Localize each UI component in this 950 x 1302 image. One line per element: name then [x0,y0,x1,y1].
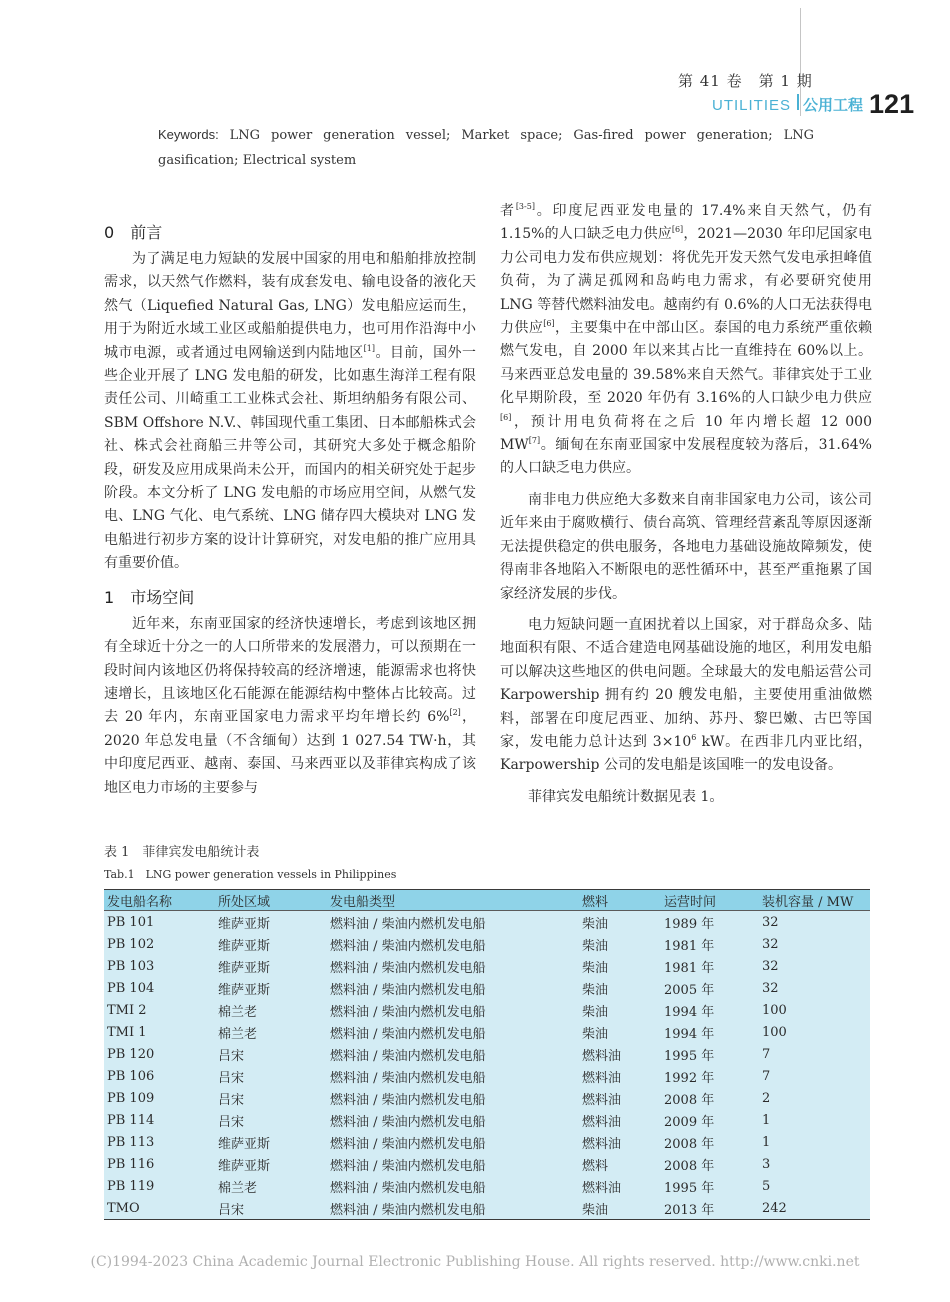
table-cell: 1 [759,1131,870,1153]
journal-brand [712,86,914,117]
table-cell: 2008 年 [661,1153,759,1175]
paragraph-text: 为了满足电力短缺的发展中国家的用电和船舶排放控制需求，以天然气作燃料，装有成套发电、输电设备的液化天然气（Liquefied Natural Gas, LNG）发电船应运而生，用于为附近水域工业区或船舶提供电力，也可用作沿海中小城市电源，或者通过电网输送到内陆地区 [104,251,476,361]
table-container [104,889,870,1220]
table-cell: TMI 2 [104,999,215,1021]
table-cell: 100 [759,999,870,1021]
paragraph-text: 。目前，国外一些企业开展了 LNG 发电船的研发，比如惠生海洋工程有限责任公司、川崎重工工业株式会社、斯坦纳船务有限公司、SBM Offshore N.V.、韩国现代重工集团、日本邮船株式会社、株式会社商船三井等公司，其研究大多处于概念船阶段，研发及应用成果尚未公开，而国内的相关研究处于起步阶段。本文分析了 LNG 发电船的市场应用空间，从燃气发电、LNG 气化、电气系统、LNG 储存四大模块对 LNG 发电船进行初步方案的设计计算研究，对发电船的推广应用具有重要价值。 [104,344,476,572]
citation: [6] [500,412,512,422]
table-cell: 32 [759,933,870,955]
table-cell: 燃料油 / 柴油内燃机发电船 [327,933,579,955]
citation: [6] [671,225,684,235]
table-cell: 32 [759,977,870,999]
table-cell: 柴油 [579,1021,661,1043]
left-column [104,221,476,800]
volume-issue: 第 41 卷 第 1 期 [678,72,813,90]
keywords-text: LNG power generation vessel; Market space; Gas-fired power generation; LNG gasification; Electrical system [158,128,814,168]
table-cell: 燃料油 / 柴油内燃机发电船 [327,1131,579,1153]
table-cell: 吕宋 [215,1197,327,1220]
paragraph-text: 近年来，东南亚国家的经济快速增长，考虑到该地区拥有全球近十分之一的人口所带来的发展潜力，可以预期在一段时间内该地区仍将保持较高的经济增速，能源需求也将快速增长，且该地区化石能源在能源结构中整体占比较高。过去 20 年内，东南亚国家电力需求平均年增长约 6% [104,615,476,726]
table-cell: 燃料油 / 柴油内燃机发电船 [327,1043,579,1065]
paragraph-text: 。缅甸在东南亚国家中发展程度较为落后，31.64%的人口缺乏电力供应。 [500,437,872,477]
paragraph [104,613,476,800]
section-heading-1 [104,586,476,609]
citation: [7] [528,436,541,446]
section-title: 前言 [130,223,163,242]
table-row [104,1021,870,1043]
table-cell: 燃料油 / 柴油内燃机发电船 [327,1021,579,1043]
table-cell: 吕宋 [215,1065,327,1087]
paragraph-text: ，主要集中在中部山区。泰国的电力系统严重依赖燃气发电，自 2000 年以来其占比一直维持在 60%以上。马来西亚总发电量的 39.58%来自天然气。菲律宾处于工业化早期阶段，至 2020 年仍有 3.16%的人口缺少电力供应 [500,320,873,407]
table-cell: 维萨亚斯 [215,911,327,934]
table-cell: 1989 年 [661,911,759,934]
table-cell: 32 [759,911,870,934]
paragraph-text: 电力短缺问题一直困扰着以上国家，对于群岛众多、陆地面积有限、不适合建造电网基础设施的地区，利用发电船可以解决这些地区的供电问题。全球最大的发电船运营公司 Karpowership 拥有约 20 艘发电船，主要使用重油做燃料，部署在印度尼西亚、加纳、苏丹、黎巴嫩、古巴等国家，发电能力总计达到 3×10 [500,616,872,750]
brand-chinese: 公用工程 [803,96,864,114]
table-cell: 燃料油 [579,1087,661,1109]
table-cell: 棉兰老 [215,1021,327,1043]
table-cell: 燃料油 [579,1109,661,1131]
section-number: 1 [104,587,115,607]
right-column [500,200,872,809]
section-title: 市场空间 [130,587,195,607]
paragraph [500,200,872,481]
table-cell: 燃料油 / 柴油内燃机发电船 [327,1153,579,1175]
table-cell: 1981 年 [661,933,759,955]
brand-separator [797,94,799,110]
table-cell: 32 [759,955,870,977]
table-cell: 柴油 [579,1197,661,1220]
table-cell: 维萨亚斯 [215,1131,327,1153]
header-cell: 燃料 [579,890,661,911]
table-cell: 燃料 [579,1153,661,1175]
table-cell: 维萨亚斯 [215,977,327,999]
table-cell: TMO [104,1197,215,1220]
table-cell: 燃料油 / 柴油内燃机发电船 [327,1087,579,1109]
table-cell: 燃料油 [579,1065,661,1087]
paragraph-text: 者 [500,203,516,219]
table-cell: PB 104 [104,977,215,999]
table-row [104,977,870,999]
table-cell: 吕宋 [215,1087,327,1109]
vessel-table [104,889,870,1220]
paragraph-text: kW。在西非几内亚比绍，Karpowership 公司的发电船是该国唯一的发电设备。 [500,733,873,774]
table-cell: 7 [759,1043,870,1065]
table-cell: 2005 年 [661,977,759,999]
table-cell: 燃料油 / 柴油内燃机发电船 [327,911,579,934]
table-cell: PB 114 [104,1109,215,1131]
table-row [104,955,870,977]
table-cell: 2013 年 [661,1197,759,1220]
table-row [104,999,870,1021]
header-cell: 发电船名称 [104,890,215,911]
table-header-row [104,890,870,911]
keywords-block [158,122,814,173]
paragraph: 南非电力供应绝大多数来自南非国家电力公司，该公司近年来由于腐败横行、债台高筑、管理经营紊乱等原因逐渐无法提供稳定的供电服务，各地电力基础设施故障频发，使得南非各地陷入不断限电的恶性循环中，甚至严重拖累了国家经济发展的步伐。 [500,491,872,602]
table-row [104,911,870,934]
paragraph-text: ，预计用电负荷将在之后 10 年内增长超 12 000 MW [500,413,872,454]
table-cell: 燃料油 / 柴油内燃机发电船 [327,999,579,1021]
table-cell: 燃料油 / 柴油内燃机发电船 [327,1197,579,1220]
paragraph-text: ，2020 年总发电量（不含缅甸）达到 1 027.54 TW·h，其中印度尼西亚、越南、泰国、马来西亚以及菲律宾构成了该地区电力市场的主要参与 [104,709,476,796]
table-cell: 柴油 [579,933,661,955]
superscript: 6 [691,732,697,742]
table-cell: 维萨亚斯 [215,933,327,955]
table-cell: 2 [759,1087,870,1109]
table-row [104,1131,870,1153]
table-caption-en: Tab.1 LNG power generation vessels in Philippines [104,868,397,881]
table-cell: PB 102 [104,933,215,955]
keywords-label: Keywords: [158,127,219,142]
table-cell: 1 [759,1109,870,1131]
table-cell: 7 [759,1065,870,1087]
paragraph: 菲律宾发电船统计数据见表 1。 [528,788,724,805]
table-row [104,1175,870,1197]
citation: [2] [449,708,461,718]
table-cell: 燃料油 [579,1131,661,1153]
paragraph [104,248,476,576]
table-cell: 2009 年 [661,1109,759,1131]
table-row [104,933,870,955]
table-cell: 燃料油 / 柴油内燃机发电船 [327,977,579,999]
table-cell: 1994 年 [661,1021,759,1043]
table-row [104,1043,870,1065]
table-cell: 100 [759,1021,870,1043]
table-cell: 燃料油 / 柴油内燃机发电船 [327,1109,579,1131]
header-cell: 运营时间 [661,890,759,911]
table-cell: 吕宋 [215,1043,327,1065]
table-cell: PB 101 [104,911,215,934]
table-cell: 维萨亚斯 [215,1153,327,1175]
table-cell: 1994 年 [661,999,759,1021]
table-cell: 柴油 [579,999,661,1021]
header-cell: 装机容量 / MW [759,890,870,911]
table-cell: 燃料油 / 柴油内燃机发电船 [327,1175,579,1197]
table-caption-cn: 表 1 菲律宾发电船统计表 [104,845,260,860]
citation: [3-5] [515,202,535,211]
table-cell: 1995 年 [661,1043,759,1065]
table-cell: PB 119 [104,1175,215,1197]
table-cell: TMI 1 [104,1021,215,1043]
table-cell: PB 120 [104,1043,215,1065]
table-cell: PB 106 [104,1065,215,1087]
table-row [104,1153,870,1175]
table-cell: 柴油 [579,911,661,934]
table-cell: 1981 年 [661,955,759,977]
brand-english: UTILITIES [712,97,792,114]
table-cell: 燃料油 / 柴油内燃机发电船 [327,955,579,977]
table-cell: 5 [759,1175,870,1197]
page-number: 121 [869,89,915,119]
paragraph-text: ，2021—2030 年印尼国家电力公司电力发布供应规划：将优先开发天然气发电承担峰值负荷，为了满足孤网和岛屿电力需求，有必要研究使用 LNG 等替代燃料油发电。越南约有 0.6%的人口无法获得电力供应 [500,226,872,337]
table-cell: 1992 年 [661,1065,759,1087]
table-cell: 2008 年 [661,1087,759,1109]
citation: [1] [363,343,376,353]
table-cell: 吕宋 [215,1109,327,1131]
table-cell: 燃料油 / 柴油内燃机发电船 [327,1065,579,1087]
paragraph-text: 。印度尼西亚发电量的 17.4%来自天然气，仍有 1.15%的人口缺乏电力供应 [500,203,872,243]
table-cell: 燃料油 [579,1043,661,1065]
copyright-footer: (C)1994-2023 China Academic Journal Electronic Publishing House. All rights reserved. http://www.cnki.net [90,1254,860,1270]
table-row [104,1109,870,1131]
table-cell: PB 113 [104,1131,215,1153]
table-row [104,1087,870,1109]
table-cell: 燃料油 [579,1175,661,1197]
table-cell: 柴油 [579,955,661,977]
table-cell: PB 103 [104,955,215,977]
table-cell: 3 [759,1153,870,1175]
table-cell: PB 116 [104,1153,215,1175]
section-heading-0 [104,221,476,244]
table-cell: 242 [759,1197,870,1220]
table-row [104,1065,870,1087]
table-cell: 维萨亚斯 [215,955,327,977]
section-number: 0 [104,223,115,242]
table-cell: 1995 年 [661,1175,759,1197]
table-row [104,1197,870,1220]
paragraph [500,614,872,778]
table-cell: 2008 年 [661,1131,759,1153]
table-cell: PB 109 [104,1087,215,1109]
header-cell: 发电船类型 [327,890,579,911]
table-cell: 棉兰老 [215,999,327,1021]
table-cell: 棉兰老 [215,1175,327,1197]
citation: [6] [543,319,555,329]
table-cell: 柴油 [579,977,661,999]
header-cell: 所处区域 [215,890,327,911]
